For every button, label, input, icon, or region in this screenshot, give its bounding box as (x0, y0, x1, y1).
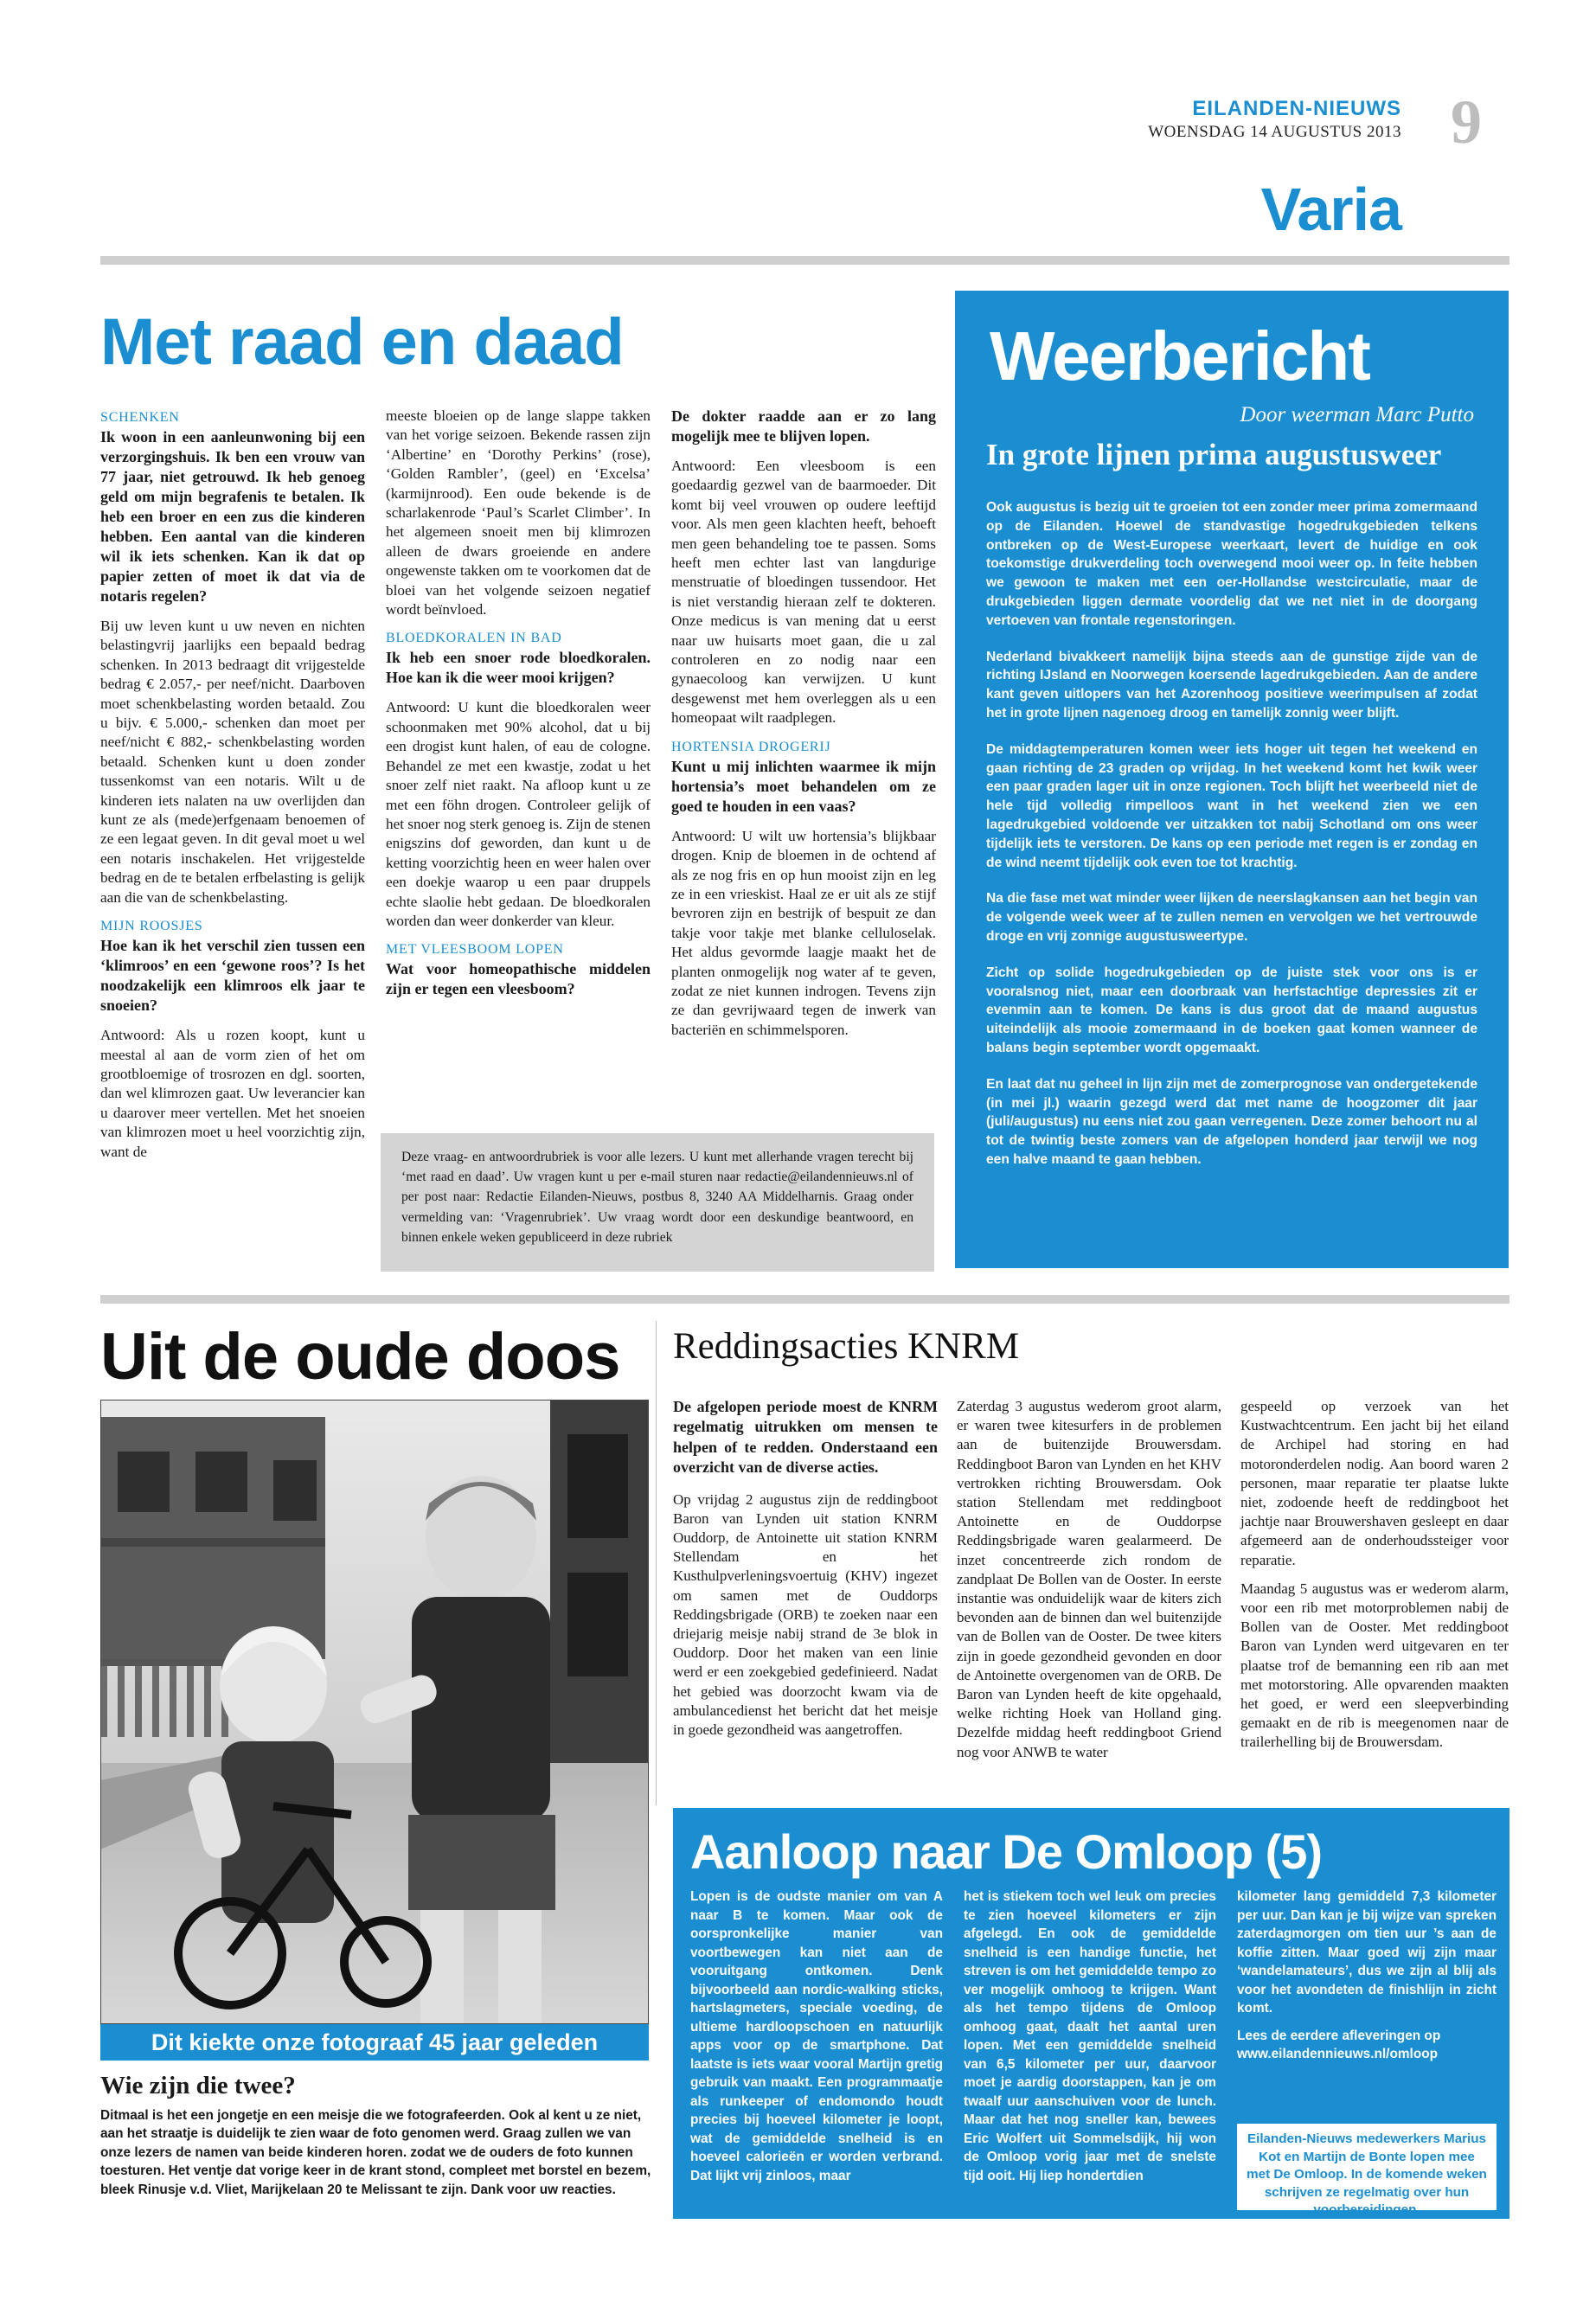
weather-headline: In grote lijnen prima augustusweer (986, 438, 1442, 471)
photo-caption: Dit kiekte onze fotograaf 45 jaar geleden (100, 2024, 649, 2061)
issue-date: WOENSDAG 14 AUGUSTUS 2013 (1148, 123, 1401, 141)
section-rule (100, 1295, 1509, 1304)
aanloop-title: Aanloop naar De Omloop (5) (690, 1824, 1323, 1879)
aanloop-column-3 (1237, 1888, 1497, 2064)
question-schenken: Ik woon in een aanleunwoning bij een verzorgingshuis. Ik ben een vrouw van 77 jaar, niet getrouwd. Ik heb genoeg geld om mijn begrafenis te betalen. Ik heb een broer en een zus die kinderen hebben. Een aantal van die kinderen wil ik iets schenken. Kan ik dat op papier zetten of moet ik dat via de notaris regelen? (100, 428, 365, 605)
knrm-title: Reddingsacties KNRM (673, 1326, 1020, 1367)
rubriek-info-box: Deze vraag- en antwoordrubriek is voor alle lezers. U kunt met allerhande vragen terecht bij ‘met raad en daad’. Uw vragen kunt u per e-mail sturen naar redactie@eilandennieuws.nl of per post naar: Redactie Eilanden-Nieuws, postbus 8, 3240 AA Middelharnis. Graag onder vermelding van: ‘Vragenrubriek’. Uw vraag wordt door een deskundige beantwoord, en binnen enkele weken gepubliceerd in deze rubriek (381, 1133, 934, 1272)
answer-schenken: Bij uw leven kunt u uw neven en nichten belastingvrij jaarlijks een bepaald bedrag schenken. In 2013 bedraagt dit vrijgestelde bedrag € 2.057,- per neef/nicht. Daarboven moet schenkbelasting worden betaald. Zou u bijv. € 5.000,- schenken dan moet per neef/nicht € 882,- schenkbelasting worden betaald. Schenken kunt u doen zonder tussenkomst van een notaris. Wilt u de kinderen iets nalaten na uw overlijden dan kunt ze als (mede)erfgenaam benoemen of ze een legaat geven. In dit geval moet u wel een notaris inschakelen. Het vrijgestelde bedrag en de te betalen erfbelasting is gelijk aan die van de schenkbelasting. (100, 618, 365, 906)
knrm-column-2 (957, 1397, 1221, 1772)
question-bloedkoralen: Ik heb een snoer rode bloedkoralen. Hoe kan ik die weer mooi krijgen? (386, 649, 651, 687)
column-divider (656, 1321, 657, 1805)
raad-title: Met raad en daad (100, 305, 624, 379)
photo-illustration (100, 1400, 649, 2024)
weather-paragraph: En laat dat nu geheel in lijn zijn met de zomerprognose van ondergetekende (in mei jl.) waarin gezegd werd dat met name de hoogzomer dit jaar (juli/augustus) nu eens niet zou gaan verregenen. Deze zomer behoort nu al tot de twintig beste zomers van de afgelopen honderd jaar terwijl we nog een halve maand te gaan hebben. (986, 1076, 1477, 1167)
aanloop-column-2: het is stiekem toch wel leuk om precies te zien hoeveel kilometers er zijn afgelegd. En ook de gemiddelde snelheid is een handige functie, het streven is om het gemiddelde tempo zo ver mogelijk omhoog te krijgen. Want als het tempo tijdens de Omloop omhoog gaat, daalt het aantal uren lopen. Met een gemiddelde snelheid van 6,5 kilometer per uur, daarvoor moet je aardig doorstappen, kan je om twaalf uur aanschuiven voor de lunch. Maar dat het nog sneller kan, bewees Eric Wolfert uit Sommelsdijk, hij won de Omloop vorig jaar met de snelste tijd ooit. Hij liep hondertdien (964, 1889, 1216, 2183)
weather-paragraph: Nederland bivakkeert namelijk bijna steeds aan de gunstige zijde van de richting IJsland en Noorwegen koersende lagedrukgebieden. Aan de andere kant geven uitlopers van het Azorenhoog positieve weerimpulsen af zodat het in grote lijnen nagenoeg droog en tamelijk zonnig weer blijft. (986, 649, 1477, 721)
weather-title: Weerbericht (990, 317, 1369, 394)
raad-column-2 (386, 407, 651, 1009)
archive-photo (100, 1400, 649, 2024)
doos-text: Ditmaal is het een jongetje en een meisje die we fotografeerden. Ook al kent u ze niet, aan het straatje is duidelijk te zien waar de foto genomen werd. Graag zullen we van onze lezers de namen van beide kinderen horen. zodat we de ouders de foto kunnen toesturen. Het ventje dat vorige keer in de krant stond, compleet met borstel en bezem, bleek Rinusje v.d. Vliet, Marijkelaan 20 te Melissant te zijn. Dank voor uw reacties. (100, 2108, 651, 2197)
knrm-paragraph: Maandag 5 augustus was er wederom alarm, voor een rib met motorproblemen nabij de Bollen van de Ooster. Met reddingboot Baron van Lynden werd uitgevaren en ter plaatse trof de bemanning een rib aan met met motorstoring. Alle opvarenden maakten het goed, er werd een sleepverbinding gemaakt en de rib is meegenomen naar de trailerhelling bij de Brouwersdam. (1240, 1580, 1509, 1751)
raad-column-3 (671, 407, 936, 1049)
question-roosjes: Hoe kan ik het verschil zien tussen een ‘klimroos’ en een ‘gewone roos’? Is het noodzakelijk een klimroos elk jaar te snoeien? (100, 937, 365, 1015)
doos-question: Wie zijn die twee? (100, 2072, 296, 2099)
answer-roosjes-continued: meeste bloeien op de lange slappe takken van het vorige seizoen. Bekende rassen zijn ‘Albertine’ en ‘Dorothy Perkins’ (rose), ‘Golden Rambler’, (geel) en ‘Excelsa’ (karmijnrood). Een oude bekende is de scharlakenrode ‘Paul’s Scarlet Climber’. In het algemeen snoeit men bij klimrozen alleen de dwars groeiende en andere ongewenste takken om te voorkomen dat de bloei van het volgende seizoen negatief wordt beïnvloed. (386, 407, 651, 619)
section-title: Varia (1260, 176, 1401, 243)
kicker-hortensia: HORTENSIA DROGERIJ (671, 739, 831, 754)
weather-panel (955, 291, 1509, 1268)
knrm-paragraph: gespeeld op verzoek van het Kustwachtcentrum. Een jacht bij het eiland de Archipel had storing en had motoronderdelen nodig. Aan boord waren 2 personen, maar reparatie ter plaatse lukte niet, zodoende heeft de reddingboot het jachtje naar Brouwershaven gesleept en daar afgemeerd aan de onderhoudssteiger voor reparatie. (1240, 1398, 1509, 1568)
weather-paragraph: Na die fase met wat minder weer lijken de neerslagkansen aan het begin van de volgende week weer af te zullen nemen en vervolgen we het vertrouwde droge en vrij zonnige augustusweertype. (986, 891, 1477, 944)
raad-column-1 (100, 408, 365, 1171)
weather-paragraph: Zicht op solide hogedrukgebieden op de juiste stek voor ons is er vooralsnog niet, maar een doorbraak van herfstachtige depressies zit er evenmin aan te komen. De kans is dus groot dat de maand augustus uiteindelijk als mooie zomermaand in de boeken gaat komen wanneer de balans begin september wordt opgemaakt. (986, 965, 1477, 1055)
aanloop-panel (673, 1808, 1509, 2219)
kicker-schenken: SCHENKEN (100, 410, 180, 425)
page-number: 9 (1451, 87, 1482, 157)
header-rule (100, 256, 1509, 265)
weather-paragraph: Ook augustus is bezig uit te groeien tot een zonder meer prima zomermaand op de Eilanden. Hoewel de standvastige hogedrukgebieden telkens ontbreken op de West-Europese weerkaart, levert de huidige en ook toekomstige drukverdeling toch overwegend mooi weer op. In feite hebben we gewoon te maken met een oer-Hollandse westcirculatie, maar de drukgebieden liggen dermate voordelig dat we net niet in de doorgang vertoeven van frontale regenstoringen. (986, 500, 1477, 628)
kicker-vleesboom: MET VLEESBOOM LOPEN (386, 942, 564, 958)
answer-bloedkoralen: Antwoord: U kunt die bloedkoralen weer schoonmaken met 90% alcohol, dat u bij een drogist kunt halen, of eau de cologne. Behandel ze met een kwastje, zodat u het snoer zelf niet raakt. Na afloop kunt u ze met een föhn drogen. Controleer gelijk of het snoer nog sterk genoeg is. Zijn de stenen enigszins dof geworden, dan kunt u de ketting voorzichtig heen en weer halen over een doekje waarop u een paar druppels echte slaolie hebt gedaan. De bloedkoralen worden dan weer donkerder van kleur. (386, 699, 651, 929)
aanloop-column-1: Lopen is de oudste manier om van A naar B te komen. Maar ook de oorspronkelijke manier van voortbewegen kan niet aan de vooruitgang ontkomen. Denk bijvoorbeeld aan nordic-walking sticks, hartslagmeters, speciale voeding, de ultieme hardloopschoen en natuurlijk apps voor op de smartphone. Dat laatste is iets waar vooral Martijn gretig gebruik van maakt. Een programmaatje als runkeeper of endomondo houdt precies bij hoeveel kilometer je loopt, wat de gemiddelde snelheid is en hoeveel calorieën er worden verbrand. Dat lijkt vrij zinloos, maar (690, 1889, 943, 2183)
knrm-paragraph: Zaterdag 3 augustus wederom groot alarm, er waren twee kitesurfers in de problemen aan de buitenzijde Brouwersdam. Reddingboot Baron van Lynden en het KHV vertrokken richting Brouwersdam. Ook station Stellendam met reddingboot Antoinette en de Ouddorpse Reddingsbrigade waren gealarmeerd. De inzet concentreerde zich rondom de zandplaat De Bollen van de Ooster. In eerste instantie was onduidelijk waar de kiters zich bevonden aan de binnen dan wel buitenzijde van de Bollen van de Ooster. De twee kiters zijn in goede gezondheid gevonden en door de Antoinette overgenomen van de ORB. De Baron van Lynden heeft de kite opgehaald, welke richting Hoek van Holland ging. Dezelfde middag heeft reddingboot Griend nog voor ANWB te water (957, 1398, 1221, 1760)
aanloop-more-link[interactable]: Lees de eerdere afleveringen op www.eilandennieuws.nl/omloop (1237, 2028, 1441, 2061)
knrm-paragraph: Op vrijdag 2 augustus zijn de reddingboot Baron van Lynden uit station KNRM Ouddorp, de Antoinette uit station KNRM Stellendam en het Kusthulpverleningsvoertuig (KHV) ingezet om samen met de Ouddorps Reddingsbrigade (ORB) te zoeken naar een driejarig meisje nabij strand de 3e blok in Ouddorp. Door het maken van een linie werd er een zoekgebied gedefinieerd. Nadat het gebied was doorzocht kwam via de ambulancedienst het bericht dat het meisje in goede gezondheid was aangetroffen. (673, 1490, 938, 1739)
kicker-roosjes: MIJN ROOSJES (100, 919, 203, 934)
question-vleesboom: Wat voor homeopathische middelen zijn er tegen een vleesboom? (386, 960, 651, 998)
knrm-column-3 (1240, 1397, 1509, 1762)
question-vleesboom-continued: De dokter raadde aan er zo lang mogelijk mee te blijven lopen. (671, 407, 936, 445)
answer-vleesboom: Antwoord: Een vleesboom is een goedaardig gezwel van de baarmoeder. Dit komt bij veel vrouwen op oudere leeftijd voor. Als men geen klachten heeft, behoeft men geen behandeling toe te passen. Soms heeft men echter last van langdurige menstruatie of bloedingen tussendoor. Het is niet verstandig hieraan zelf te dokteren. Onze medicus is van mening dat u eerst naar uw huisarts moet gaan, die u zal controleren en zo nodig naar een gynaecoloog kan verwijzen. U kunt desgewenst met hem overleggen als u een homeopaat wilt raadplegen. (671, 458, 936, 727)
weather-paragraph: De middagtemperaturen komen weer iets hoger uit tegen het weekend en gaan richting de 23 graden op vrijdag. In het weekend komt het kwik weer een paar graden lager uit in onze regionen. Toch blijft het weerbeeld niet de hele tijd volledig rimpelloos want in het weekend zien we een lagedrukgebied voldoende ver uitzakken tot nabij Schotland om ons weer tijdelijk iets te verstoren. De kans op een periode met regen is er zondag en de wind neemt tijdelijk ook even toe tot krachtig. (986, 741, 1477, 870)
masthead: EILANDEN-NIEUWS (1192, 97, 1401, 120)
aanloop-credit-box: Eilanden-Nieuws medewerkers Marius Kot en Martijn de Bonte lopen mee met De Omloop. In de komende weken schrijven ze regelmatig over hun voorbereidingen. (1237, 2124, 1497, 2210)
answer-roosjes: Antwoord: Als u rozen koopt, kunt u meestal al aan de vorm zien of het om grootbloemige of trosrozen en dgl. soorten, dan wel klimrozen gaat. Uw leverancier kan u daarover meer vertellen. Met het snoeien van klimrozen moet u heel voorzichtig zijn, want de (100, 1027, 365, 1160)
kicker-bloedkoralen: BLOEDKORALEN IN BAD (386, 631, 562, 646)
answer-hortensia: Antwoord: U wilt uw hortensia’s blijkbaar drogen. Knip de bloemen in de ochtend af als ze nog fris en op hun mooist zijn en leg ze in een vrieskist. Haal ze er uit als ze stijf bevroren zijn en bestrijk of bespuit ze dan takje voor takje met blanke celluloselak. Het aldus gevormde laagje maakt het de planten onmogelijk nog water af te geven, zodat ze niet kunnen indrogen. Tevens zijn ze dan gevrijwaard tegen de inwerk van bacteriën en schimmelsporen. (671, 827, 936, 1038)
doos-title: Uit de oude doos (100, 1320, 620, 1394)
aanloop-text: kilometer lang gemiddeld 7,3 kilometer per uur. Dan kan je bij wijze van spreken zaterdagmorgen om tien uur ’s aan de koffie zitten. Maar goed wij zijn maar ‘wandelamateurs’, dus we zijn al blij als voor het avondeten de finishlijn in zicht komt. (1237, 1889, 1497, 2016)
weather-byline: Door weerman Marc Putto (1240, 403, 1474, 426)
question-hortensia: Kunt u mij inlichten waarmee ik mijn hortensia’s moet behandelen om ze goed te houden in een vaas? (671, 757, 936, 815)
knrm-column-1 (673, 1397, 938, 1749)
knrm-lead: De afgelopen periode moest de KNRM regelmatig uitrukken om mensen te helpen of te redden. Onderstaand een overzicht van de diverse acties. (673, 1398, 938, 1477)
weather-body (986, 498, 1477, 1187)
